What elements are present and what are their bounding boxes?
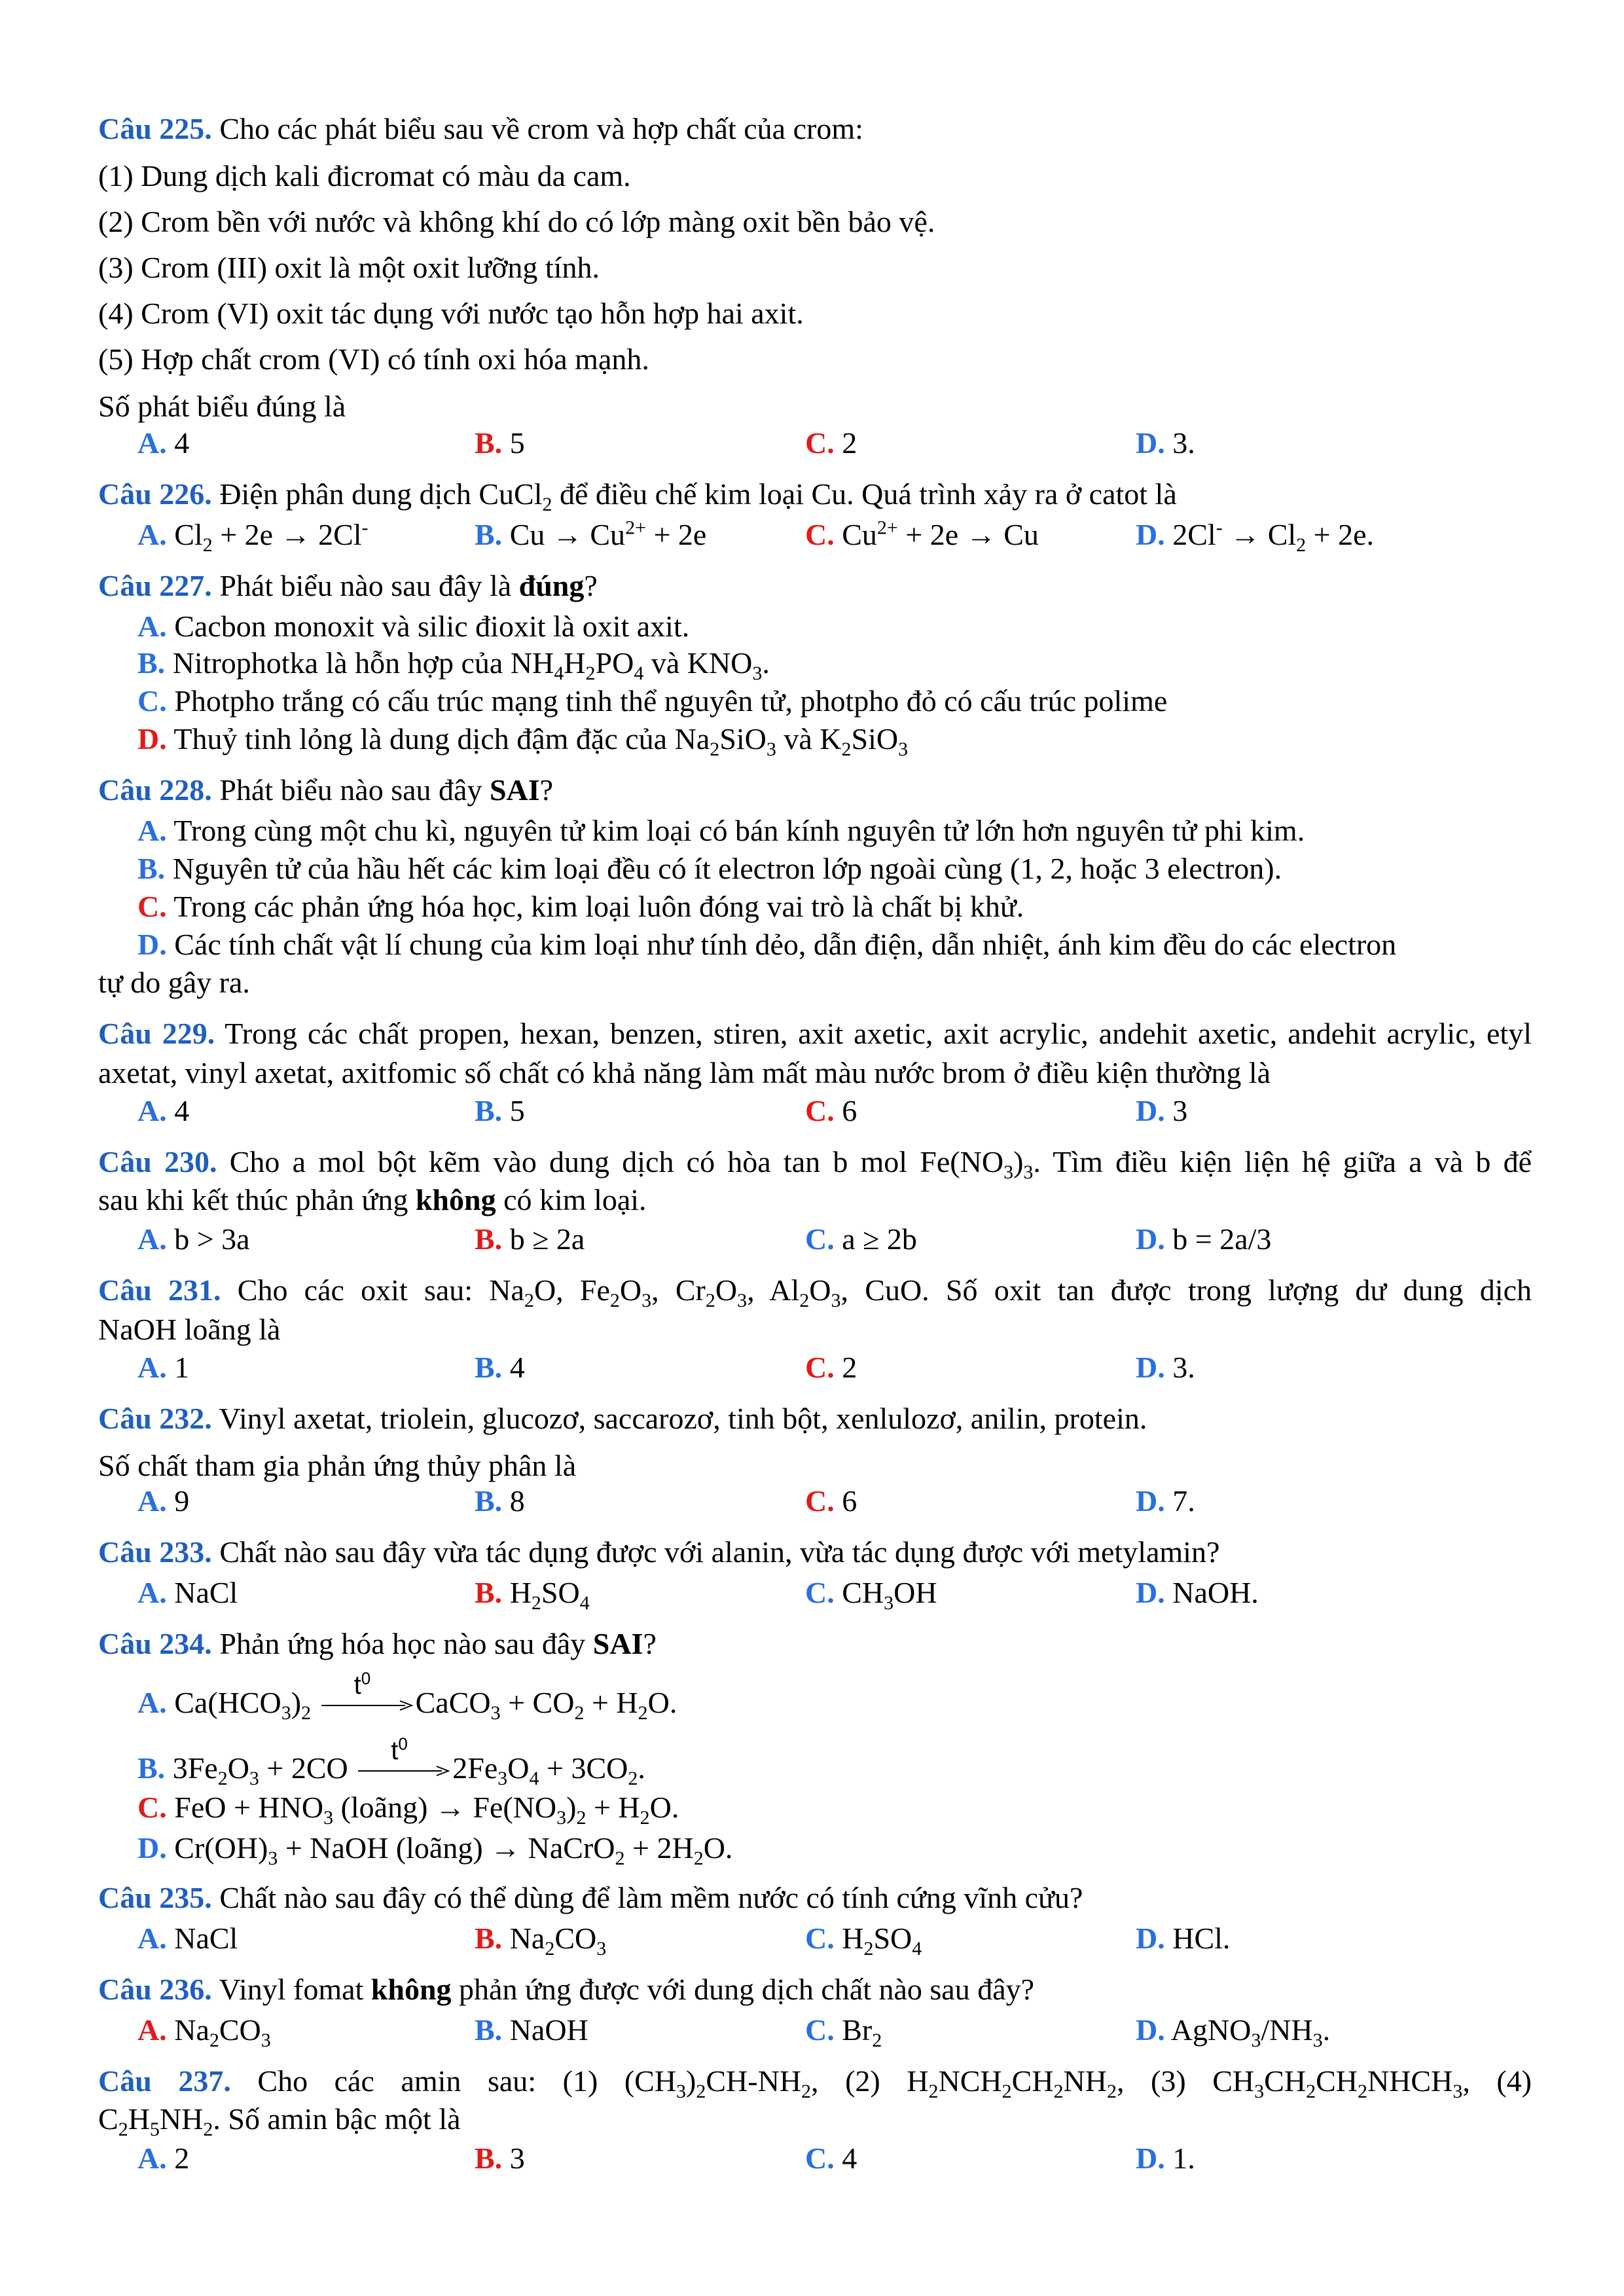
- question-226: Câu 226. Điện phân dung dịch CuCl$_2$ để điều chế kim loại Cu. Quá trình xảy ra ở catot là: [98, 477, 1177, 516]
- option-d[interactable]: D. Thuỷ tinh lỏng là dung dịch đậm đặc của $Na_2SiO_3$ và $K_2SiO_3$: [137, 722, 909, 761]
- option-b[interactable]: B. NaOH: [475, 2013, 588, 2047]
- option-c[interactable]: C. $H_2SO_4$: [805, 1922, 922, 1960]
- question-236: Câu 236. Vinyl fomat không phản ứng được với dung dịch chất nào sau đây?: [98, 1973, 1035, 2006]
- question-225: [98, 109, 1532, 149]
- option-d[interactable]: D. NaOH.: [1136, 1576, 1259, 1609]
- option-c[interactable]: C. 4: [805, 2141, 857, 2175]
- option-a[interactable]: A. Trong cùng một chu kì, nguyên tử kim loại có bán kính nguyên tử lớn hơn nguyên tử phi kim.: [137, 814, 1305, 847]
- option-b[interactable]: B. 8: [475, 1484, 525, 1518]
- question-230: Câu 230. Cho a mol bột kẽm vào dung dịch có hòa tan b mol $Fe(NO_3)_3$. Tìm điều kiện liện hệ giữa a và b để: [98, 1145, 1532, 1184]
- question-number: Câu 225.: [98, 112, 212, 145]
- statement-4: (4) Crom (VI) oxit tác dụng với nước tạo hỗn hợp hai axit.: [98, 297, 804, 330]
- question-237: Câu 237. Cho các amin sau: (1) $(CH_3)_2CH-NH_2$, (2) $H_2NCH_2CH_2NH_2$, (3) $CH_3CH_2CH_2NHCH_3$, (4): [98, 2064, 1532, 2103]
- option-d[interactable]: D. $Cr(OH)_3$ + NaOH (loãng) → NaCrO$_2$ + $2H_2O$.: [137, 1831, 733, 1870]
- option-a[interactable]: A. 2: [137, 2141, 190, 2175]
- option-b[interactable]: B. Nguyên tử của hầu hết các kim loại đều có ít electron lớp ngoài cùng (1, 2, hoặc 3 electron).: [137, 852, 1282, 885]
- question-text: Cho các phát biểu sau về crom và hợp chất của crom:: [211, 112, 863, 145]
- question-229: Câu 229. Trong các chất propen, hexan, benzen, stiren, axit axetic, axit acrylic, andehit axetic, andehit acrylic, etyl: [98, 1017, 1532, 1050]
- option-b[interactable]: B. 4: [475, 1351, 525, 1384]
- option-a[interactable]: A. 4: [137, 1094, 190, 1127]
- statement-5: (5) Hợp chất crom (VI) có tính oxi hóa mạnh.: [98, 342, 649, 376]
- question-235: Câu 235. Chất nào sau đây có thể dùng để làm mềm nước có tính cứng vĩnh cửu?: [98, 1881, 1083, 1914]
- option-b[interactable]: B. $Cu \to Cu^{2+} + 2e$: [475, 517, 707, 551]
- question-237-line-2: $C_2H_5NH_2$. Số amin bậc một là: [98, 2102, 461, 2141]
- option-d[interactable]: D. $2Cl^- \to Cl_2 + 2e$.: [1136, 517, 1375, 556]
- option-c[interactable]: C. $CH_3OH$: [805, 1576, 937, 1614]
- question-232: Câu 232. Vinyl axetat, triolein, glucozơ, saccarozơ, tinh bột, xenlulozơ, anilin, protein.: [98, 1402, 1147, 1435]
- option-d[interactable]: D. 1.: [1136, 2141, 1195, 2175]
- option-a[interactable]: A. $Na_2CO_3$: [137, 2013, 271, 2052]
- option-c[interactable]: C. FeO + $HNO_3$ (loãng) → $Fe(NO_3)_2 + H_2O$.: [137, 1791, 679, 1829]
- option-c[interactable]: C. Photpho trắng có cấu trúc mạng tinh thể nguyên tử, photpho đỏ có cấu trúc polime: [137, 684, 1168, 718]
- option-b[interactable]: B. $H_2SO_4$: [475, 1576, 590, 1614]
- statement-3: (3) Crom (III) oxit là một oxit lưỡng tính.: [98, 251, 600, 284]
- option-d[interactable]: D. 7.: [1136, 1484, 1195, 1518]
- question-231: Câu 231. Cho các oxit sau: $Na_2O$, $Fe_2O_3$, $Cr_2O_3$, $Al_2O_3$, CuO. Số oxit tan được trong lượng dư dung dịch: [98, 1273, 1532, 1312]
- option-c[interactable]: C. 2: [805, 1351, 857, 1384]
- option-d[interactable]: D. 3: [1136, 1094, 1188, 1127]
- question-233: Câu 233. Chất nào sau đây vừa tác dụng được với alanin, vừa tác dụng được với metylamin?: [98, 1535, 1220, 1569]
- option-a[interactable]: A. $Ca(HCO_3)_2$ $t^0$ CaCO$_3$ + $CO_2 + H_2O$.: [137, 1669, 677, 1724]
- option-c[interactable]: C. a ≥ 2b: [805, 1222, 917, 1256]
- question-prompt: Số chất tham gia phản ứng thủy phân là: [98, 1449, 577, 1482]
- option-b[interactable]: B. Nitrophotka là hỗn hợp của $NH_4H_2PO_4$ và $KNO_3$.: [137, 646, 770, 685]
- option-c[interactable]: C. 2: [805, 426, 857, 460]
- option-a[interactable]: A. 4: [137, 426, 190, 460]
- question-229-line-2: axetat, vinyl axetat, axitfomic số chất có khả năng làm mất màu nước brom ở điều kiện thường là: [98, 1056, 1271, 1089]
- option-a[interactable]: A. b > 3a: [137, 1222, 250, 1256]
- statement-1: (1) Dung dịch kali đicromat có màu da cam.: [98, 159, 631, 192]
- option-b[interactable]: B. $3Fe_2O_3 + 2CO$ $t^0$ $2Fe_3O_4 + 3CO_2$.: [137, 1734, 645, 1790]
- option-d[interactable]: D. 3.: [1136, 426, 1195, 460]
- option-b[interactable]: B. b ≥ 2a: [475, 1222, 585, 1256]
- option-b[interactable]: B. 5: [475, 426, 525, 460]
- heat-arrow-icon: $t^0$: [358, 1758, 450, 1784]
- option-b[interactable]: B. 3: [475, 2141, 525, 2175]
- option-a[interactable]: A. 1: [137, 1351, 190, 1384]
- option-a[interactable]: A. 9: [137, 1484, 190, 1518]
- option-c[interactable]: C. $Cu^{2+} + 2e \to Cu$: [805, 517, 1039, 551]
- option-d[interactable]: D. HCl.: [1136, 1922, 1231, 1955]
- option-d-continued: tự do gây ra.: [98, 966, 250, 999]
- option-c[interactable]: C. 6: [805, 1094, 857, 1127]
- option-a[interactable]: A. NaCl: [137, 1922, 238, 1955]
- option-a[interactable]: A. NaCl: [137, 1576, 238, 1609]
- option-c[interactable]: C. 6: [805, 1484, 857, 1518]
- question-230-line-2: sau khi kết thúc phản ứng không có kim loại.: [98, 1183, 647, 1216]
- question-231-line-2: NaOH loãng là: [98, 1313, 281, 1346]
- option-d[interactable]: D. $AgNO_3/NH_3$.: [1136, 2013, 1331, 2052]
- option-b[interactable]: B. $Na_2CO_3$: [475, 1922, 607, 1960]
- question-prompt: Số phát biểu đúng là: [98, 390, 346, 423]
- question-228: Câu 228. Phát biểu nào sau đây SAI?: [98, 773, 554, 807]
- option-d[interactable]: D. b = 2a/3: [1136, 1222, 1272, 1256]
- option-d[interactable]: D. 3.: [1136, 1351, 1195, 1384]
- option-d[interactable]: D. Các tính chất vật lí chung của kim loại như tính dẻo, dẫn điện, dẫn nhiệt, ánh kim đều do các electron: [137, 928, 1397, 961]
- heat-arrow-icon: $t^0$: [321, 1692, 413, 1719]
- option-c[interactable]: C. Trong các phản ứng hóa học, kim loại luôn đóng vai trò là chất bị khử.: [137, 890, 1024, 923]
- option-a[interactable]: A. $Cl_2 + 2e \to 2Cl^-$: [137, 517, 369, 556]
- option-a[interactable]: A. Cacbon monoxit và silic đioxit là oxit axit.: [137, 610, 690, 643]
- question-227: Câu 227. Phát biểu nào sau đây là đúng?: [98, 569, 598, 602]
- option-b[interactable]: B. 5: [475, 1094, 525, 1127]
- option-c[interactable]: C. $Br_2$: [805, 2013, 882, 2052]
- statement-2: (2) Crom bền với nước và không khí do có lớp màng oxit bền bảo vệ.: [98, 205, 935, 238]
- question-234: Câu 234. Phản ứng hóa học nào sau đây SAI?: [98, 1627, 657, 1660]
